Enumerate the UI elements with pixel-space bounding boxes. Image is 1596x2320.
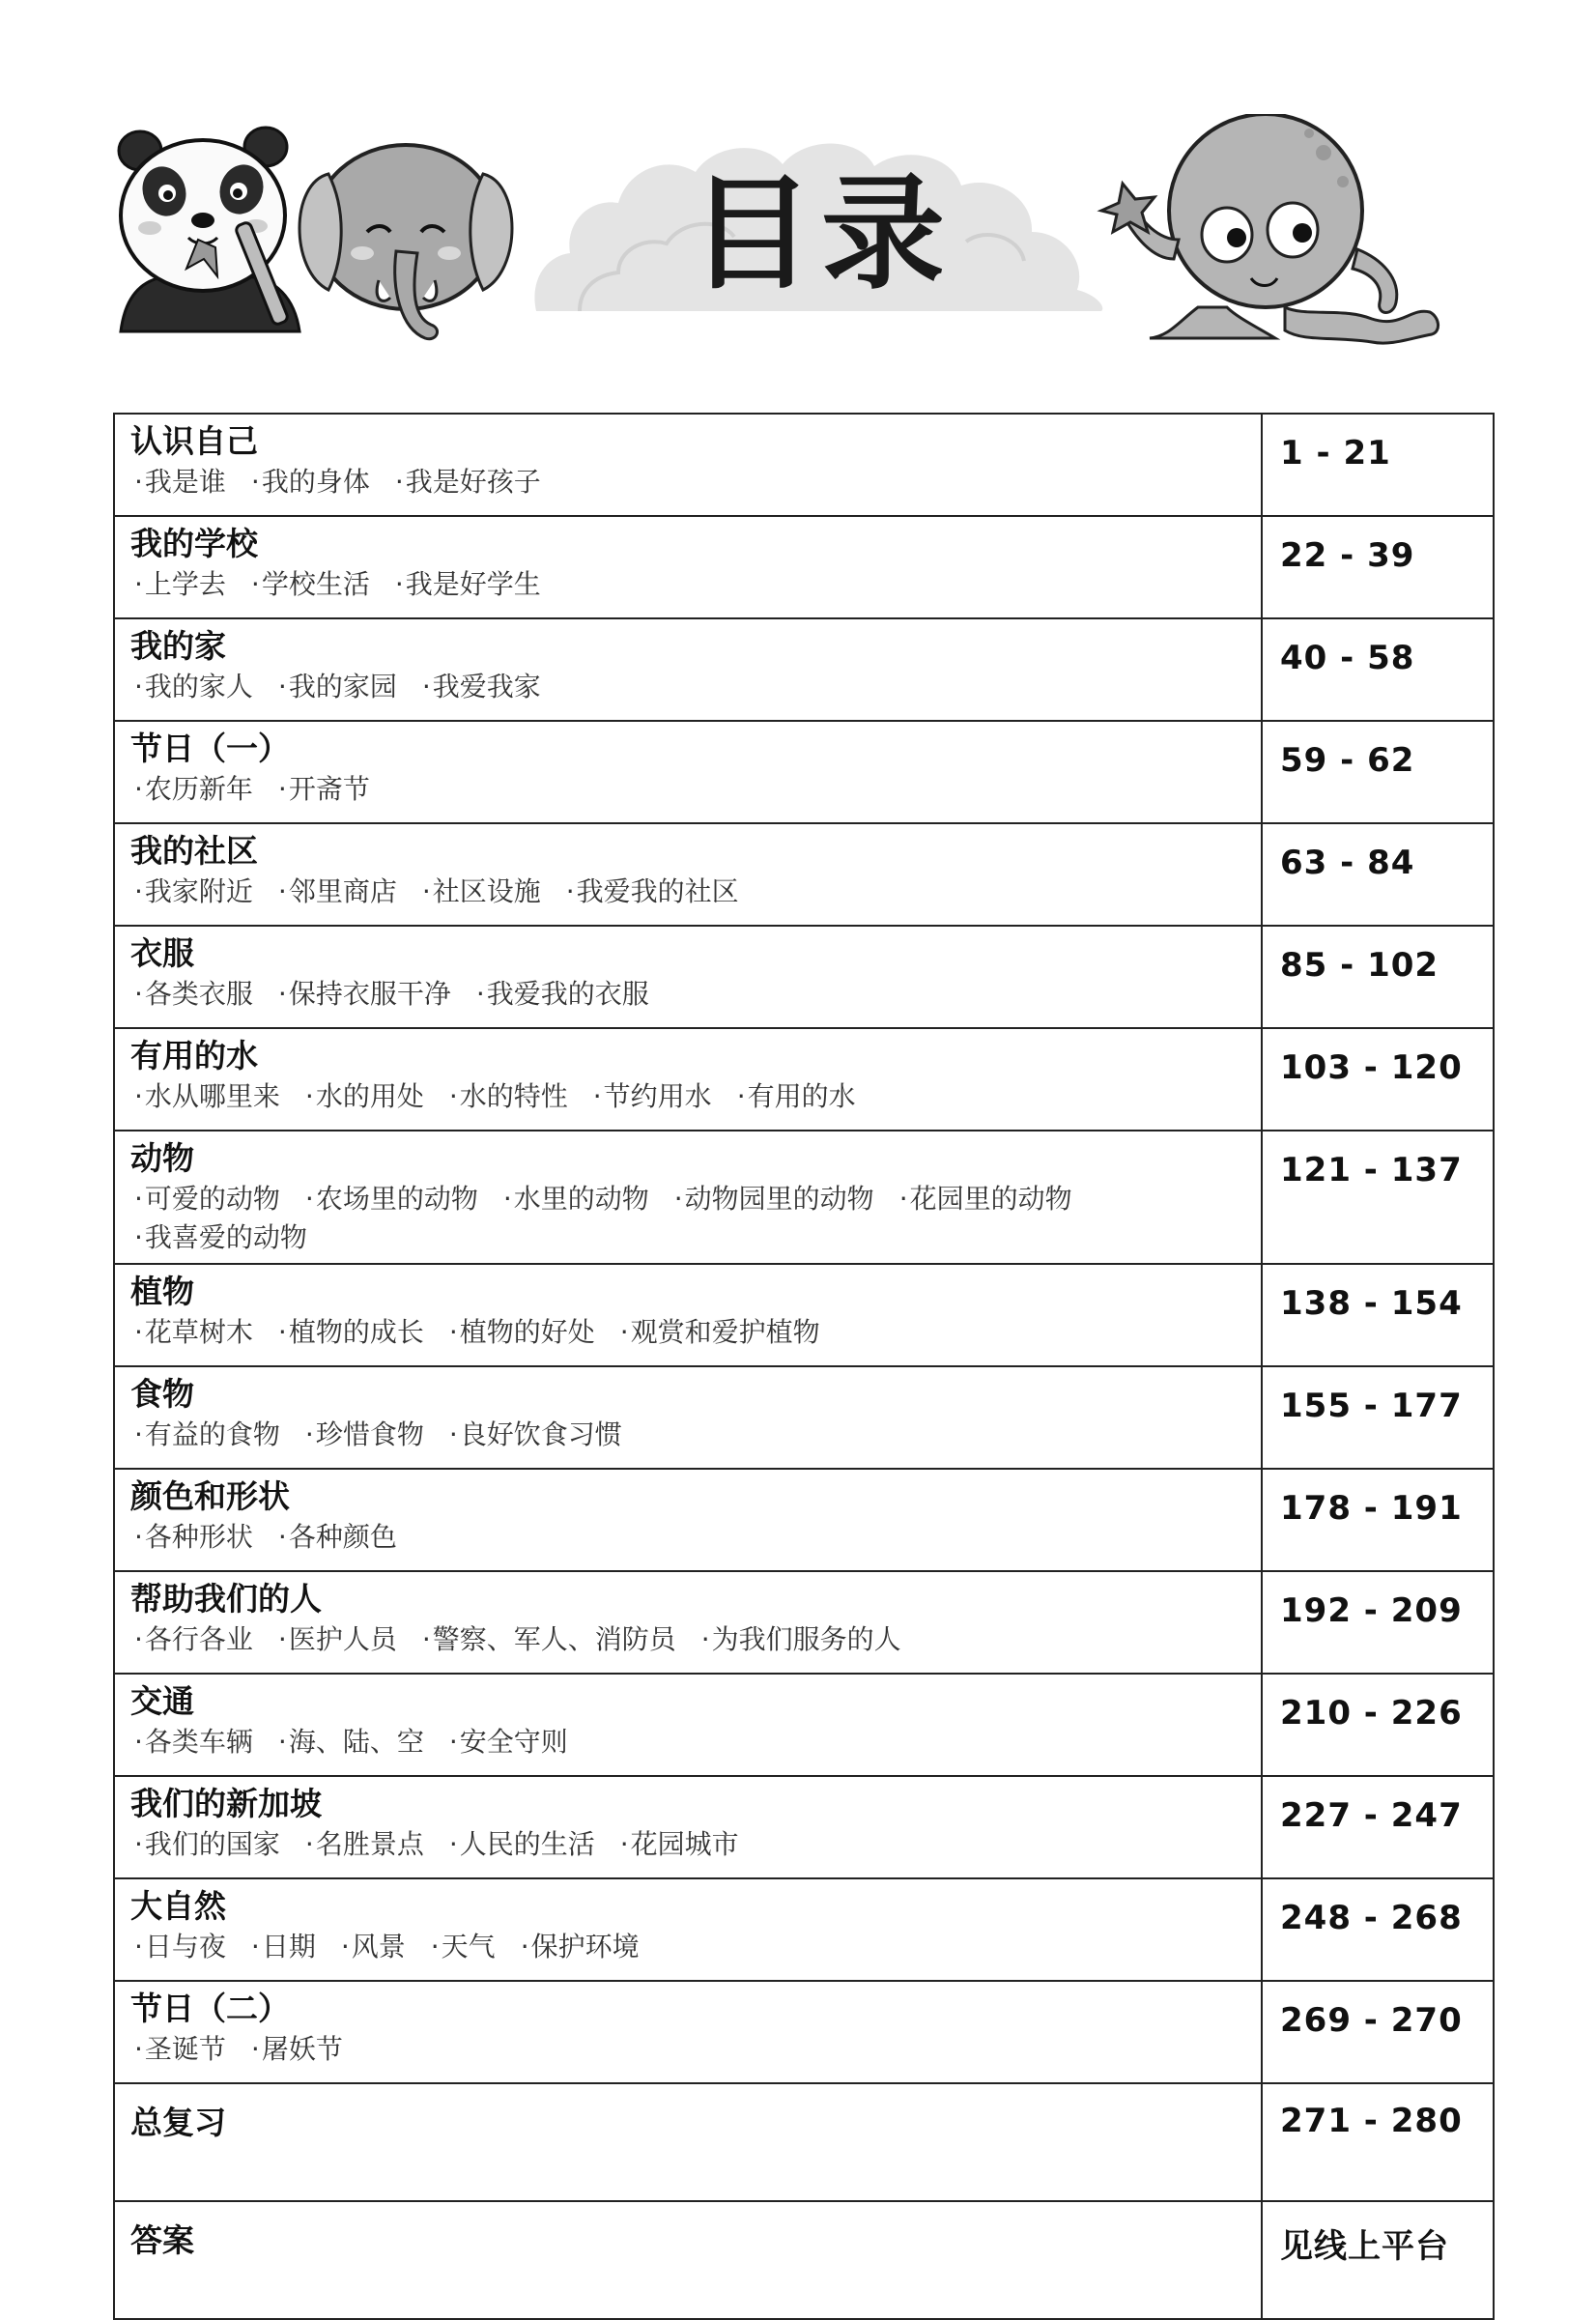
subtopic-item: · 我喜爱的动物 [134, 1218, 307, 1257]
subtopic-list [130, 1825, 1247, 1864]
topic-cell [114, 1878, 1262, 1981]
topic-title: 交通 [130, 1682, 194, 1720]
table-row [114, 1131, 1494, 1264]
subtopic-item: · 有益的食物 [134, 1416, 280, 1454]
subtopic-list [130, 873, 1247, 911]
subtopic-list [130, 463, 1247, 501]
topic-cell [114, 516, 1262, 618]
page-range: 59 - 62 [1262, 721, 1494, 823]
subtopic-list [130, 1077, 1247, 1116]
topic-cell [114, 2083, 1262, 2201]
subtopic-item: · 学校生活 [251, 565, 370, 604]
subtopic-list [130, 565, 1247, 604]
subtopic-item: · 圣诞节 [134, 2030, 226, 2069]
subtopic-item: · 水从哪里来 [134, 1077, 280, 1116]
page-range: 210 - 226 [1262, 1674, 1494, 1776]
page-range: 40 - 58 [1262, 618, 1494, 721]
subtopic-list [130, 1180, 1247, 1257]
subtopic-item: · 名胜景点 [305, 1825, 424, 1864]
page-range: 227 - 247 [1262, 1776, 1494, 1878]
subtopic-item: · 珍惜食物 [305, 1416, 424, 1454]
table-row [114, 1366, 1494, 1469]
subtopic-item: · 各种形状 [134, 1518, 253, 1557]
page-range: 192 - 209 [1262, 1571, 1494, 1674]
table-row [114, 1981, 1494, 2083]
subtopic-item: · 有用的水 [737, 1077, 856, 1116]
subtopic-list [130, 668, 1247, 706]
page-header [0, 0, 1596, 367]
subtopic-item: · 警察、军人、消防员 [422, 1620, 676, 1659]
topic-title: 答案 [130, 2221, 194, 2259]
subtopic-item: · 植物的成长 [278, 1313, 424, 1352]
subtopic-list [130, 1518, 1247, 1557]
table-row [114, 1264, 1494, 1366]
table-row [114, 1776, 1494, 1878]
page-range: 22 - 39 [1262, 516, 1494, 618]
table-row [114, 516, 1494, 618]
table-row [114, 1571, 1494, 1674]
topic-title: 我的社区 [130, 832, 258, 870]
subtopic-item: · 各行各业 [134, 1620, 253, 1659]
topic-title: 帮助我们的人 [130, 1580, 322, 1618]
subtopic-item: · 我们的国家 [134, 1825, 280, 1864]
topic-title: 食物 [130, 1375, 194, 1413]
subtopic-item: · 保持衣服干净 [278, 975, 451, 1014]
subtopic-item: · 良好饮食习惯 [449, 1416, 622, 1454]
table-row [114, 823, 1494, 926]
subtopic-list [130, 770, 1247, 809]
page-range: 269 - 270 [1262, 1981, 1494, 2083]
topic-cell [114, 1264, 1262, 1366]
topic-cell [114, 1674, 1262, 1776]
subtopic-item: · 天气 [431, 1928, 496, 1966]
topic-title: 衣服 [130, 934, 194, 972]
octopus-icon [1082, 114, 1449, 346]
page-title: 目录 [689, 162, 953, 306]
topic-cell [114, 926, 1262, 1028]
subtopic-item: · 日期 [251, 1928, 316, 1966]
subtopic-item: · 各类车辆 [134, 1723, 253, 1761]
page-range: 1 - 21 [1262, 414, 1494, 516]
topic-cell [114, 1469, 1262, 1571]
subtopic-item: · 保护环境 [521, 1928, 640, 1966]
subtopic-item: · 我是好学生 [395, 565, 541, 604]
subtopic-item: · 为我们服务的人 [701, 1620, 901, 1659]
subtopic-item: · 动物园里的动物 [674, 1180, 874, 1218]
subtopic-item: · 我家附近 [134, 873, 253, 911]
topic-title: 节日（一） [130, 730, 290, 767]
subtopic-item: · 花园城市 [620, 1825, 739, 1864]
topic-cell [114, 1028, 1262, 1131]
topic-title: 认识自己 [130, 422, 258, 460]
subtopic-item: · 我是谁 [134, 463, 226, 501]
subtopic-list [130, 1723, 1247, 1761]
subtopic-item: · 节约用水 [593, 1077, 712, 1116]
panda-icon [111, 124, 304, 346]
subtopic-item: · 花园里的动物 [899, 1180, 1072, 1218]
topic-title: 动物 [130, 1139, 194, 1177]
subtopic-item: · 观赏和爱护植物 [620, 1313, 820, 1352]
subtopic-item: · 我的身体 [251, 463, 370, 501]
topic-cell [114, 414, 1262, 516]
topic-title: 总复习 [130, 2104, 226, 2141]
topic-cell [114, 1571, 1262, 1674]
subtopic-item: · 日与夜 [134, 1928, 226, 1966]
table-row [114, 926, 1494, 1028]
subtopic-item: · 我爱我家 [422, 668, 541, 706]
topic-title: 大自然 [130, 1887, 226, 1925]
topic-cell [114, 1366, 1262, 1469]
subtopic-item: · 屠妖节 [251, 2030, 343, 2069]
subtopic-item: · 我爱我的社区 [566, 873, 739, 911]
topic-cell [114, 823, 1262, 926]
subtopic-item: · 我是好孩子 [395, 463, 541, 501]
subtopic-item: · 水的特性 [449, 1077, 568, 1116]
subtopic-item: · 邻里商店 [278, 873, 397, 911]
table-row [114, 721, 1494, 823]
subtopic-item: · 可爱的动物 [134, 1180, 280, 1218]
topic-cell [114, 1776, 1262, 1878]
page-range: 138 - 154 [1262, 1264, 1494, 1366]
subtopic-item: · 开斋节 [278, 770, 370, 809]
table-row [114, 1469, 1494, 1571]
topic-cell [114, 1981, 1262, 2083]
subtopic-item: · 安全守则 [449, 1723, 568, 1761]
topic-title: 有用的水 [130, 1037, 258, 1074]
page-range: 见线上平台 [1262, 2201, 1494, 2319]
subtopic-list [130, 1928, 1247, 1966]
subtopic-item: · 水里的动物 [503, 1180, 649, 1218]
page-range: 121 - 137 [1262, 1131, 1494, 1264]
topic-title: 我的学校 [130, 525, 258, 562]
page-range: 248 - 268 [1262, 1878, 1494, 1981]
table-row [114, 1878, 1494, 1981]
subtopic-item: · 水的用处 [305, 1077, 424, 1116]
subtopic-list [130, 1313, 1247, 1352]
subtopic-item: · 各种颜色 [278, 1518, 397, 1557]
subtopic-item: · 花草树木 [134, 1313, 253, 1352]
topic-title: 颜色和形状 [130, 1477, 290, 1515]
table-row [114, 2083, 1494, 2201]
topic-cell [114, 618, 1262, 721]
subtopic-item: · 人民的生活 [449, 1825, 595, 1864]
topic-cell [114, 2201, 1262, 2319]
table-of-contents [113, 413, 1495, 2320]
subtopic-item: · 植物的好处 [449, 1313, 595, 1352]
topic-title: 我们的新加坡 [130, 1785, 322, 1822]
subtopic-item: · 我的家园 [278, 668, 397, 706]
subtopic-item: · 社区设施 [422, 873, 541, 911]
topic-title: 我的家 [130, 627, 226, 665]
table-row [114, 618, 1494, 721]
subtopic-item: · 我的家人 [134, 668, 253, 706]
table-row [114, 2201, 1494, 2319]
subtopic-list [130, 975, 1247, 1014]
topic-title: 植物 [130, 1273, 194, 1310]
table-row [114, 1674, 1494, 1776]
subtopic-item: · 海、陆、空 [278, 1723, 424, 1761]
table-row [114, 1028, 1494, 1131]
page-range: 271 - 280 [1262, 2083, 1494, 2201]
subtopic-list [130, 1620, 1247, 1659]
subtopic-item: · 农历新年 [134, 770, 253, 809]
page-range: 103 - 120 [1262, 1028, 1494, 1131]
subtopic-item: · 上学去 [134, 565, 226, 604]
page-range: 85 - 102 [1262, 926, 1494, 1028]
page-range: 155 - 177 [1262, 1366, 1494, 1469]
subtopic-item: · 各类衣服 [134, 975, 253, 1014]
subtopic-item: · 农场里的动物 [305, 1180, 478, 1218]
subtopic-item: · 风景 [341, 1928, 406, 1966]
subtopic-list [130, 1416, 1247, 1454]
page-range: 178 - 191 [1262, 1469, 1494, 1571]
subtopic-item: · 医护人员 [278, 1620, 397, 1659]
subtopic-list [130, 2030, 1247, 2069]
topic-cell [114, 1131, 1262, 1264]
table-row [114, 414, 1494, 516]
page-range: 63 - 84 [1262, 823, 1494, 926]
topic-title: 节日（二） [130, 1990, 290, 2027]
subtopic-item: · 我爱我的衣服 [476, 975, 649, 1014]
elephant-icon [290, 135, 522, 358]
topic-cell [114, 721, 1262, 823]
